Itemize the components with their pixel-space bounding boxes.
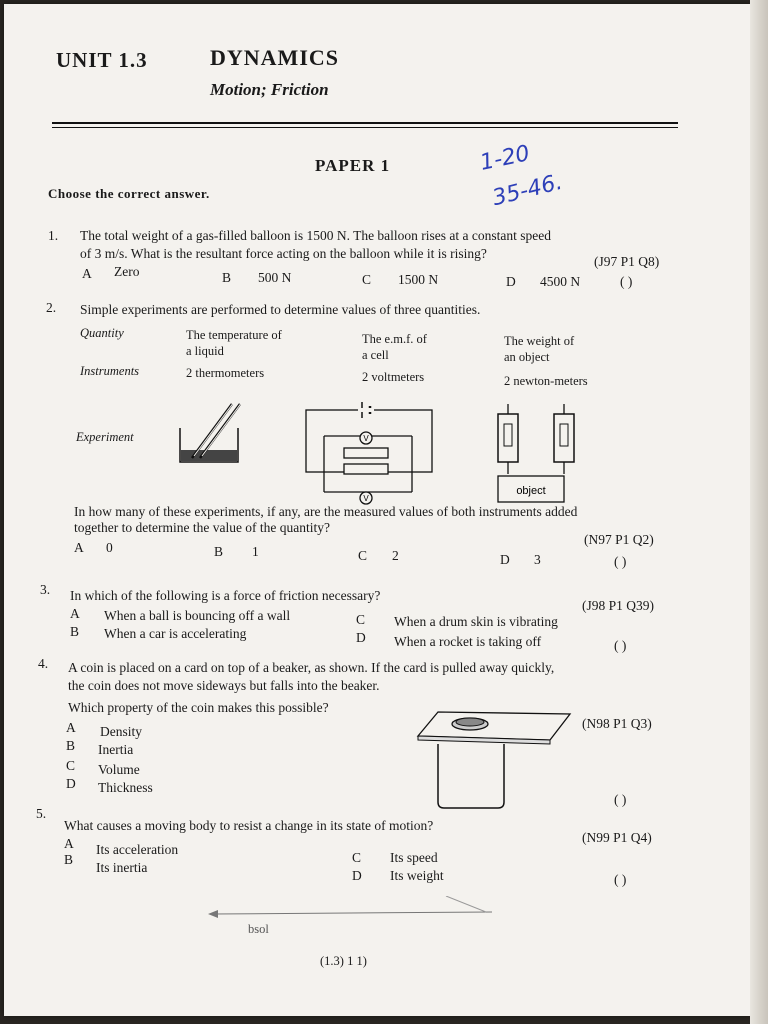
q1-option-a-text[interactable]: Zero [114,264,140,279]
question-2-number: 2. [46,300,57,315]
row-label-experiment: Experiment [76,430,134,444]
q2-option-b-text[interactable]: 1 [252,544,259,559]
quantity-1-line2: a liquid [186,344,224,358]
q2-option-a-letter: A [74,540,84,555]
question-1-number: 1. [48,228,59,243]
row-label-instruments: Instruments [80,364,140,378]
q5-option-a-letter: A [64,836,74,851]
thermometers-diagram [170,398,250,468]
q2-option-c-letter: C [358,548,368,563]
question-4-text-line1: A coin is placed on a card on top of a beaker, as shown. If the card is pulled away quickly, [68,660,555,675]
q3-option-b-text[interactable]: When a car is accelerating [104,626,247,641]
q4-answer-bracket[interactable]: ( ) [614,792,627,807]
question-3-ref: (J98 P1 Q39) [582,598,655,613]
header-rule [52,122,678,124]
q2-option-d-text[interactable]: 3 [534,552,541,567]
q4-option-d-letter: D [66,776,76,791]
q2-option-c-text[interactable]: 2 [392,548,399,563]
q3-option-d-text[interactable]: When a rocket is taking off [394,634,542,649]
q1-option-b-letter: B [222,270,232,285]
q4-option-b-text[interactable]: Inertia [98,742,134,757]
handwritten-note-1: 1-20 [477,141,532,176]
page-edge [750,0,768,1024]
question-3-number: 3. [40,582,51,597]
q1-option-b-text[interactable]: 500 N [258,270,292,285]
question-1-text-line1: The total weight of a gas-filled balloon is 1500 N. The balloon rises at a constant speed [80,228,552,243]
q3-option-a-text[interactable]: When a ball is bouncing off a wall [104,608,291,623]
question-5-number: 5. [36,806,47,821]
question-5-text: What causes a moving body to resist a change in its state of motion? [64,818,434,833]
q4-option-c-text[interactable]: Volume [98,762,140,777]
question-1-ref: (J97 P1 Q8) [594,254,660,269]
q5-answer-bracket[interactable]: ( ) [614,872,627,887]
q1-option-c-text[interactable]: 1500 N [398,272,439,287]
q1-option-c-letter: C [362,272,372,287]
q2-option-d-letter: D [500,552,510,567]
question-4-text-line2: the coin does not move sideways but falls into the beaker. [68,678,380,693]
instruction-text: Choose the correct answer. [48,186,210,201]
q2-answer-bracket[interactable]: ( ) [614,554,627,569]
voltmeter-1-symbol: V [363,434,369,443]
question-4-ref: (N98 P1 Q3) [582,716,652,731]
row-label-quantity: Quantity [80,326,124,340]
q5-option-d-letter: D [352,868,362,883]
q5-option-c-letter: C [352,850,362,865]
q4-option-b-letter: B [66,738,76,753]
instrument-1: 2 thermometers [186,366,265,380]
paper-heading: PAPER 1 [315,156,391,175]
quantity-3-line2: an object [504,350,550,364]
q1-option-d-text[interactable]: 4500 N [540,274,581,289]
q1-answer-bracket[interactable]: ( ) [620,274,633,289]
question-1-text-line2: of 3 m/s. What is the resultant force acting on the balloon while it is rising? [80,246,487,261]
q3-option-a-letter: A [70,606,80,621]
quantity-2-line2: a cell [362,348,389,362]
q5-option-c-text[interactable]: Its speed [390,850,438,865]
question-2-ref: (N97 P1 Q2) [584,532,654,547]
question-2-text-line2: In how many of these experiments, if any, are the measured values of both instruments added [74,504,578,519]
q3-option-c-text[interactable]: When a drum skin is vibrating [394,614,558,629]
unit-subtitle: Motion; Friction [210,80,329,99]
question-5-ref: (N99 P1 Q4) [582,830,652,845]
q5-option-b-text[interactable]: Its inertia [96,860,148,875]
voltmeter-circuit-diagram [300,396,440,508]
q4-option-d-text[interactable]: Thickness [98,780,153,795]
q3-answer-bracket[interactable]: ( ) [614,638,627,653]
q4-option-a-letter: A [66,720,76,735]
question-2-text-line3: together to determine the value of the quantity? [74,520,331,535]
q5-option-b-letter: B [64,852,74,867]
handwritten-note-2: 35-46. [490,169,565,212]
q4-option-c-letter: C [66,758,76,773]
q1-option-a-letter: A [82,266,92,281]
instrument-3: 2 newton-meters [504,374,588,388]
q2-option-a-text[interactable]: 0 [106,540,113,555]
q5-option-a-text[interactable]: Its acceleration [96,842,179,857]
question-3-text: In which of the following is a force of friction necessary? [70,588,381,603]
newton-meters-diagram [488,404,588,506]
quantity-3-line1: The weight of [504,334,575,348]
object-label: object [516,485,546,497]
q2-option-b-letter: B [214,544,224,559]
q3-option-c-letter: C [356,612,366,627]
unit-title: DYNAMICS [210,45,339,70]
quantity-2-line1: The e.m.f. of [362,332,427,346]
q5-option-d-text[interactable]: Its weight [390,868,444,883]
instrument-2: 2 voltmeters [362,370,425,384]
page-number: (1.3) 1 1) [320,954,367,968]
q4-option-a-text[interactable]: Density [100,724,142,739]
question-2-text-line1: Simple experiments are performed to determine values of three quantities. [80,302,481,317]
quantity-1-line1: The temperature of [186,328,282,342]
voltmeter-2-symbol: V [363,494,369,503]
q1-option-d-letter: D [506,274,516,289]
question-4-number: 4. [38,656,49,671]
header-rule-thin [52,127,678,128]
q3-option-b-letter: B [70,624,80,639]
unit-number: UNIT 1.3 [56,48,148,72]
q3-option-d-letter: D [356,630,366,645]
question-4-text-line3: Which property of the coin makes this possible? [68,700,329,715]
show-through-text: bsol [248,922,269,936]
coin-card-beaker-diagram [414,706,574,812]
